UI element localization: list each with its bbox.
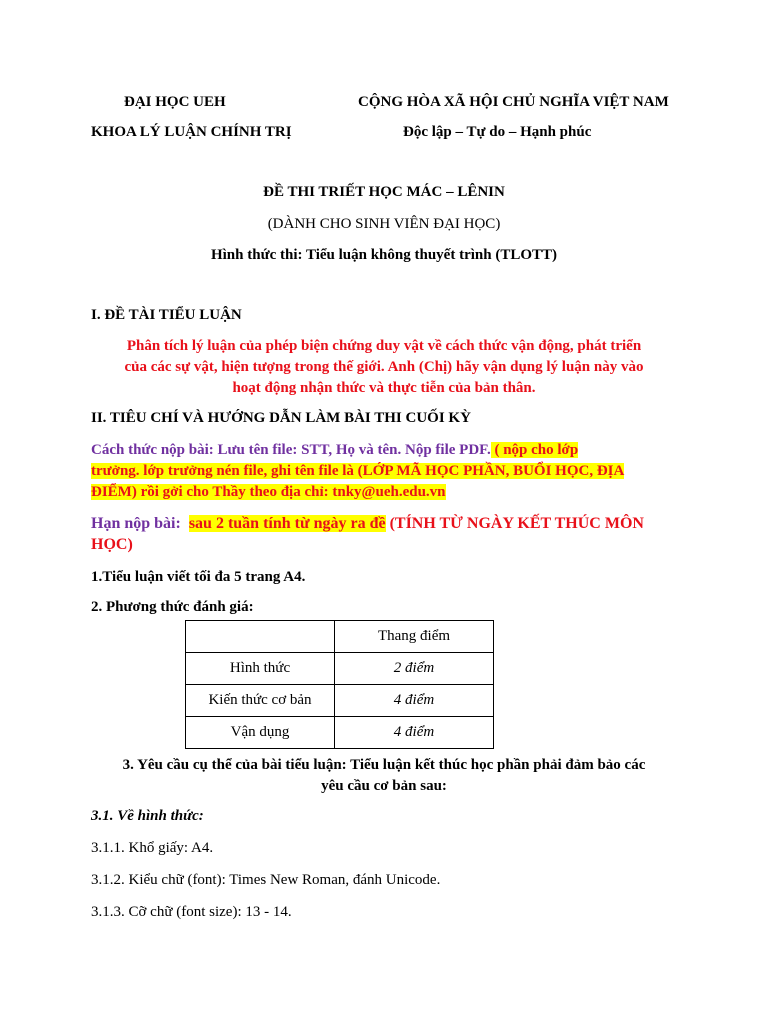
deadline-note-part1: (TÍNH TỪ NGÀY KẾT THÚC MÔN [385,515,644,532]
essay-topic-line1: Phân tích lý luận của phép biện chứng duy vật về cách thức vận động, phát triển [126,338,642,354]
essay-topic-line3: hoạt động nhận thức và thực tiễn của bản thân. [232,380,536,396]
deadline-value: sau 2 tuần tính từ ngày ra đề [188,515,386,532]
deadline-line1 [91,515,644,533]
table-header-row [186,621,494,653]
score-cell: 2 điểm [335,653,494,685]
university-name: ĐẠI HỌC UEH [124,94,226,110]
format-font: 3.1.2. Kiểu chữ (font): Times New Roman, đánh Unicode. [91,872,441,888]
table-row [186,685,494,717]
criterion-cell: Vận dụng [186,717,335,749]
submit-instructions-line1 [91,441,578,459]
score-table [185,620,494,749]
table-row [186,717,494,749]
section1-heading: I. ĐỀ TÀI TIỂU LUẬN [91,307,242,323]
submit-note-part3: ĐIỂM) rồi gởi cho Thầy theo địa chỉ: tnky@ueh.edu.vn [91,484,446,500]
evaluation-method-heading: 2. Phương thức đánh giá: [91,599,254,615]
deadline-note-part2: HỌC) [91,536,133,553]
motto: Độc lập – Tự do – Hạnh phúc [403,124,592,140]
exam-title: ĐỀ THI TRIẾT HỌC MÁC – LÊNIN [263,184,505,200]
exam-subtitle: (DÀNH CHO SINH VIÊN ĐẠI HỌC) [267,216,501,232]
submit-instructions-line2 [91,462,624,480]
section2-heading: II. TIÊU CHÍ VÀ HƯỚNG DẪN LÀM BÀI THI CUỐI KỲ [91,410,471,426]
requirements-heading-line1: 3. Yêu cầu cụ thể của bài tiểu luận: Tiểu luận kết thúc học phần phải đảm bảo các [122,757,646,773]
table-header-cell [186,621,335,653]
submit-note-part2: trưởng. lớp trưởng nén file, ghi tên file là (LỚP MÃ HỌC PHẦN, BUỔI HỌC, ĐỊA [91,463,625,479]
table-header-cell: Thang điểm [335,621,494,653]
score-cell: 4 điểm [335,685,494,717]
submit-instructions-line3 [91,483,446,501]
score-cell: 4 điểm [335,717,494,749]
country-name: CỘNG HÒA XÃ HỘI CHỦ NGHĨA VIỆT NAM [358,94,669,110]
table-row [186,653,494,685]
criterion-cell: Hình thức [186,653,335,685]
faculty-name: KHOA LÝ LUẬN CHÍNH TRỊ [91,124,292,140]
submit-method: Cách thức nộp bài: Lưu tên file: STT, Họ và tên. Nộp file PDF. [91,442,491,458]
format-paper-size: 3.1.1. Khổ giấy: A4. [91,840,214,856]
format-font-size: 3.1.3. Cỡ chữ (font size): 13 - 14. [91,904,292,920]
requirement-page-limit: 1.Tiểu luận viết tối đa 5 trang A4. [91,569,306,585]
submit-note-part1: ( nộp cho lớp [490,442,579,458]
criterion-cell: Kiến thức cơ bản [186,685,335,717]
format-subheading: 3.1. Về hình thức: [91,808,204,824]
exam-form: Hình thức thi: Tiểu luận không thuyết trình (TLOTT) [210,247,558,263]
essay-topic-line2: của các sự vật, hiện tượng trong thế giới. Anh (Chị) hãy vận dụng lý luận này vào [124,359,644,375]
requirements-heading-line2: yêu cầu cơ bản sau: [321,778,447,794]
deadline-label: Hạn nộp bài: [91,515,181,532]
